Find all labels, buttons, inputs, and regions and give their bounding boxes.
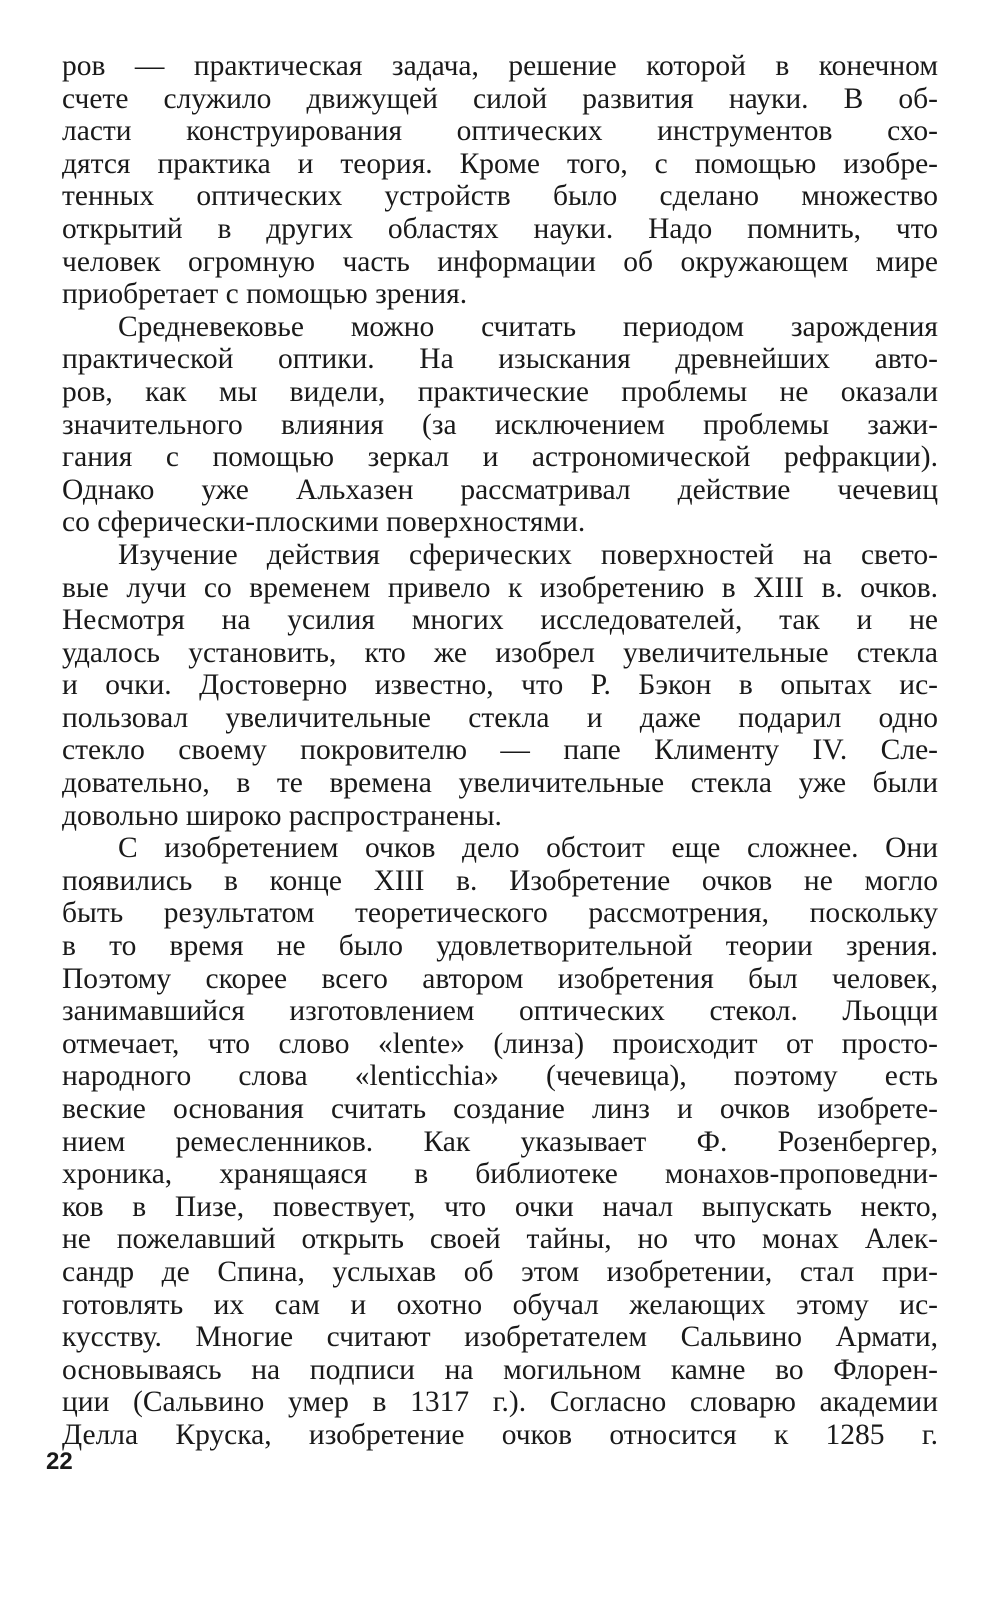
text-line: готовлять их сам и охотно обучал желающих этому ис-	[62, 1288, 938, 1321]
text-line: и очки. Достоверно известно, что Р. Бэкон в опытах ис-	[62, 669, 938, 702]
text-line: практической оптики. На изыскания древнейших авто-	[62, 343, 938, 376]
text-line: открытий в других областях науки. Надо помнить, что	[62, 212, 938, 245]
text-line: отмечает, что слово «lente» (линза) происходит от просто-	[62, 1027, 938, 1060]
text-line: ров, как мы видели, практические проблемы не оказали	[62, 375, 938, 408]
text-line: пользовал увеличительные стекла и даже подарил одно	[62, 701, 938, 734]
text-line: народного слова «lenticchia» (чечевица), поэтому есть	[62, 1060, 938, 1093]
text-line: нием ремесленников. Как указывает Ф. Розенбергер,	[62, 1125, 938, 1158]
text-line: быть результатом теоретического рассмотрения, поскольку	[62, 897, 938, 930]
text-line: ров — практическая задача, решение которой в конечном	[62, 50, 938, 82]
text-line: дятся практика и теория. Кроме того, с помощью изобре-	[62, 147, 938, 180]
paragraph-4	[62, 832, 938, 1451]
text-line: вые лучи со временем привело к изобретению в XIII в. очков.	[62, 571, 938, 604]
text-line: веские основания считать создание линз и очков изобрете-	[62, 1093, 938, 1125]
text-line: человек огромную часть информации об окружающем мире	[62, 245, 938, 278]
text-line: С изобретением очков дело обстоит еще сложнее. Они	[118, 832, 938, 865]
text-line: довольно широко распространены.	[62, 799, 502, 832]
text-line: счете служило движущей силой развития науки. В об-	[62, 82, 938, 115]
text-line: Несмотря на усилия многих исследователей, так и не	[62, 604, 938, 637]
text-line: ков в Пизе, повествует, что очки начал выпускать некто,	[62, 1190, 938, 1223]
text-line: появились в конце XIII в. Изобретение очков не могло	[62, 864, 938, 897]
text-line: тенных оптических устройств было сделано множество	[62, 180, 938, 213]
paragraph-3	[62, 539, 938, 832]
text-line: довательно, в те времена увеличительные стекла уже были	[62, 767, 938, 800]
text-line: ции (Сальвино умер в 1317 г.). Согласно словарю академии	[62, 1386, 938, 1419]
text-line: Средневековье можно считать периодом зарождения	[118, 310, 938, 343]
text-line: стекло своему покровителю — папе Клименту IV. Сле-	[62, 734, 938, 767]
text-line: в то время не было удовлетворительной теории зрения.	[62, 930, 938, 963]
paragraph-1	[62, 50, 938, 311]
page-number: 22	[46, 1448, 73, 1475]
text-line: ласти конструирования оптических инструментов схо-	[62, 115, 938, 148]
text-line: не пожелавший открыть своей тайны, но что монах Алек-	[62, 1223, 938, 1256]
paragraph-2	[62, 311, 938, 539]
text-line: гания с помощью зеркал и астрономической рефракции).	[62, 441, 938, 474]
text-line: удалось установить, кто же изобрел увеличительные стекла	[62, 636, 938, 669]
text-line: Поэтому скорее всего автором изобретения был человек,	[62, 962, 938, 995]
text-line: значительного влияния (за исключением проблемы зажи-	[62, 408, 938, 441]
text-line: Делла Круска, изобретение очков относится к 1285 г.	[62, 1418, 938, 1451]
text-line: сандр де Спина, услыхав об этом изобретении, стал при-	[62, 1255, 938, 1288]
text-line: Изучение действия сферических поверхностей на свето-	[118, 538, 938, 571]
page-body	[62, 50, 938, 1550]
text-line: Однако уже Альхазен рассматривал действие чечевиц	[62, 473, 938, 506]
text-line: со сферически-плоскими поверхностями.	[62, 506, 586, 539]
text-line: приобретает с помощью зрения.	[62, 278, 468, 311]
text-line: основываясь на подписи на могильном камне во Флорен-	[62, 1353, 938, 1386]
text-line: кусству. Многие считают изобретателем Сальвино Армати,	[62, 1321, 938, 1354]
text-line: хроника, хранящаяся в библиотеке монахов-проповедни-	[62, 1158, 938, 1191]
text-line: занимавшийся изготовлением оптических стекол. Льоцци	[62, 995, 938, 1028]
